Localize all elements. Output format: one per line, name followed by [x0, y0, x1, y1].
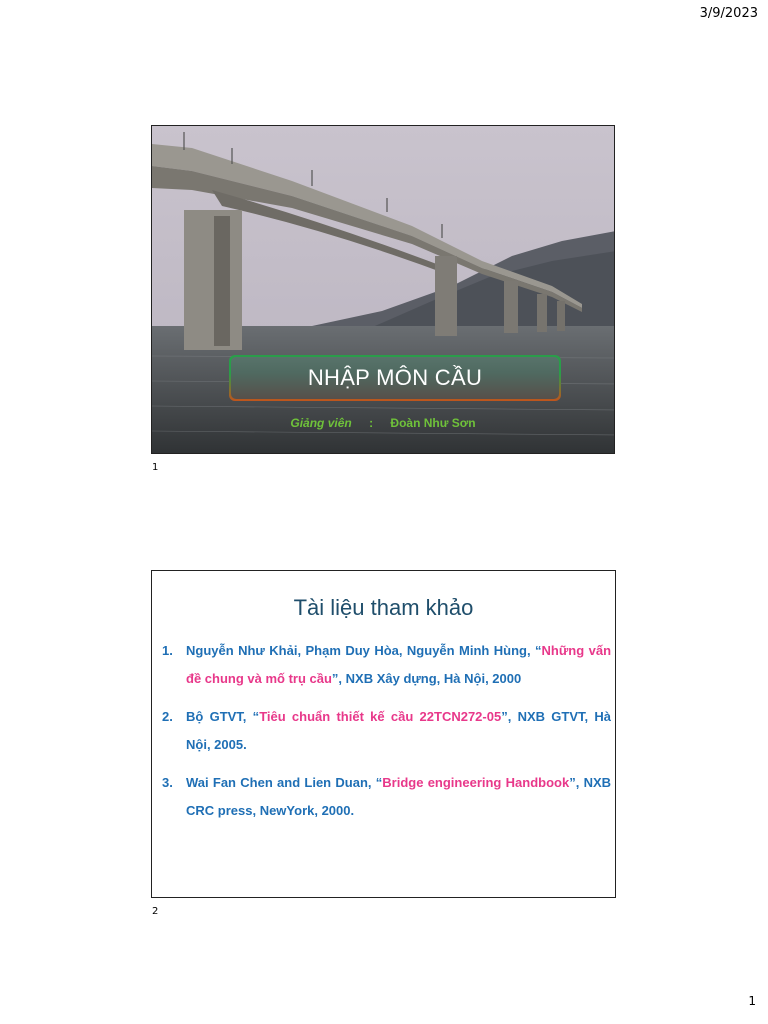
reference-list [162, 637, 611, 835]
slide-2 [151, 570, 616, 898]
reference-authors: Wai Fan Chen and Lien Duan, “ [186, 775, 383, 790]
references-title: Tài liệu tham khảo [293, 595, 474, 620]
reference-item [162, 637, 611, 693]
slide-number-2: 2 [152, 906, 159, 917]
reference-item [162, 703, 611, 759]
slide-title: NHẬP MÔN CẦU [307, 365, 483, 390]
bridge-photo [152, 126, 615, 454]
lecturer-line [152, 416, 614, 430]
reference-title: Những vấn đề chung và mố trụ cầu [186, 643, 612, 686]
reference-title: Bridge engineering Handbook [382, 775, 570, 790]
reference-authors: Nguyễn Như Khải, Phạm Duy Hòa, Nguyễn Minh Hùng, “ [186, 643, 542, 658]
lecturer-role: Giảng viên [290, 416, 352, 430]
reference-publisher: ”, NXB GTVT, Hà Nội, 2005. [186, 709, 611, 752]
reference-authors: Bộ GTVT, “ [186, 709, 260, 724]
slide-1 [151, 125, 615, 454]
page-date: 3/9/2023 [699, 6, 758, 21]
reference-number: 3. [162, 775, 173, 790]
reference-number: 2. [162, 709, 173, 724]
reference-publisher: ”, NXB Xây dựng, Hà Nội, 2000 [331, 671, 522, 686]
reference-title: Tiêu chuẩn thiết kế cầu 22TCN272-05 [259, 709, 502, 724]
lecturer-colon: : [369, 416, 374, 430]
lecturer-name: Đoàn Như Sơn [390, 416, 476, 430]
slide-title-frame [229, 355, 561, 401]
reference-item [162, 769, 611, 825]
reference-publisher: ”, NXB CRC press, NewYork, 2000. [186, 775, 612, 818]
page-number: 1 [748, 994, 756, 1008]
reference-number: 1. [162, 643, 173, 658]
slide-number-1: 1 [152, 462, 159, 473]
